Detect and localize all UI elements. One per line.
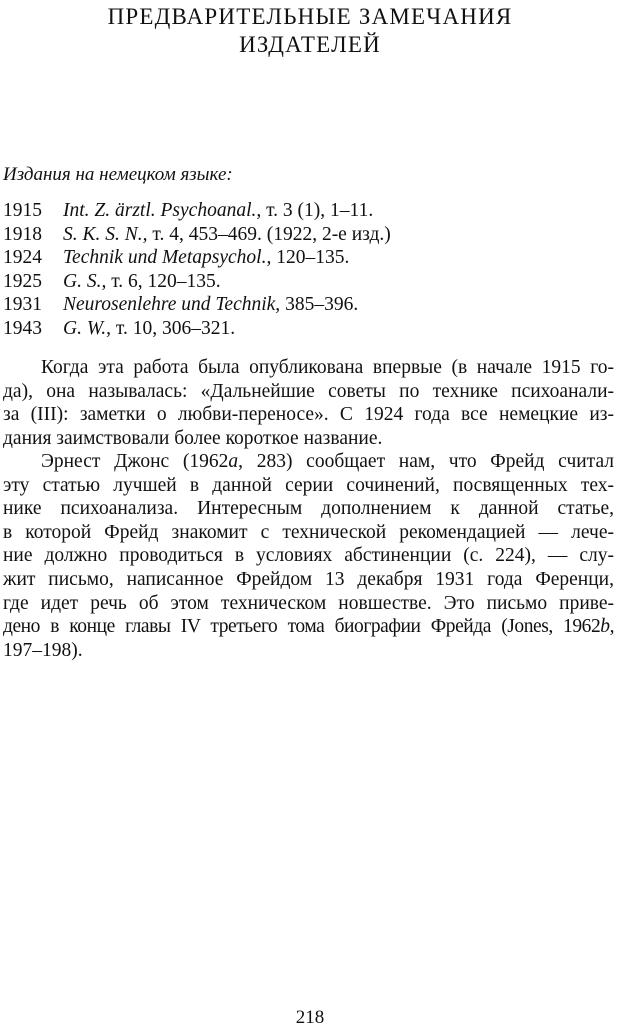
edition-source: G. S., — [63, 270, 107, 292]
edition-detail: т. 6, 120–135. — [106, 270, 221, 292]
text-line: 197–198). — [3, 639, 83, 661]
edition-detail: т. 10, 306–321. — [111, 317, 236, 339]
edition-year: 1924 — [3, 247, 42, 269]
text-line: жит письмо, написанное Фрейдом 13 декабря 1931 года Ференци, — [3, 568, 614, 590]
edition-item — [3, 223, 391, 247]
page-title-line-1: ПРЕДВАРИТЕЛЬНЫЕ ЗАМЕЧАНИЯ — [107, 4, 513, 29]
text-line: нике психоанализа. Интересным дополнением к данной статье, — [3, 498, 614, 520]
edition-source: Technik und Metapsychol., — [63, 247, 272, 269]
edition-item — [3, 199, 391, 223]
edition-source: S. K. S. N., — [63, 223, 148, 245]
edition-source: Int. Z. ärztl. Psychoanal., — [63, 200, 262, 221]
text-line: ние должно проводиться в условиях абстиненции (с. 224), — слу- — [3, 545, 614, 567]
text-fragment: , — [609, 616, 614, 638]
text-line: в которой Фрейд знакомит с технической рекомендацией — лече- — [3, 521, 614, 543]
text-line: за (III): заметки о любви-переносе». С 1924 года все немецкие из- — [3, 404, 614, 426]
text-fragment: дено в конце главы IV третьего тома биографии Фрейда (Jones, 1962 — [3, 616, 601, 638]
text-fragment-italic: a — [228, 451, 239, 472]
edition-item — [3, 246, 391, 270]
text-line: да), она называлась: «Дальнейшие советы по технике психоанали- — [3, 380, 614, 402]
editions-list — [3, 199, 391, 341]
page-number: 218 — [295, 1007, 325, 1028]
paragraph-jones-note — [3, 450, 614, 662]
edition-source: Neurosenlehre und Technik, — [63, 294, 281, 316]
text-line: где идет речь об этом техническом новшестве. Это письмо приве- — [3, 592, 614, 614]
paragraph-publication-history — [3, 356, 614, 450]
editions-heading: Издания на немецком языке: — [3, 164, 233, 185]
edition-item — [3, 317, 391, 341]
edition-detail: 385–396. — [280, 294, 359, 316]
edition-detail: 120–135. — [271, 247, 350, 269]
edition-year: 1915 — [3, 200, 42, 221]
edition-source: G. W., — [63, 317, 112, 339]
edition-year: 1925 — [3, 270, 42, 292]
page-title-line-2: ИЗДАТЕЛЕЙ — [239, 32, 381, 57]
edition-item — [3, 270, 391, 294]
edition-year: 1931 — [3, 294, 42, 316]
edition-detail: т. 4, 453–469. (1922, 2-е изд.) — [147, 223, 391, 245]
edition-detail: т. 3 (1), 1–11. — [261, 200, 374, 221]
text-line: дания заимствовали более короткое название. — [3, 427, 383, 449]
text-line: эту статью лучшей в данной серии сочинений, посвященных тех- — [3, 474, 614, 496]
edition-item — [3, 293, 391, 317]
text-line — [3, 450, 614, 474]
text-fragment: , 283) сообщает нам, что Фрейд считал — [238, 451, 615, 472]
edition-year: 1943 — [3, 317, 42, 339]
text-line — [3, 615, 614, 639]
text-fragment: Эрнест Джонс (1962 — [41, 451, 229, 472]
text-line: Когда эта работа была опубликована впервые (в начале 1915 го- — [41, 357, 614, 378]
edition-year: 1918 — [3, 223, 42, 245]
text-fragment-italic: b — [600, 616, 610, 638]
